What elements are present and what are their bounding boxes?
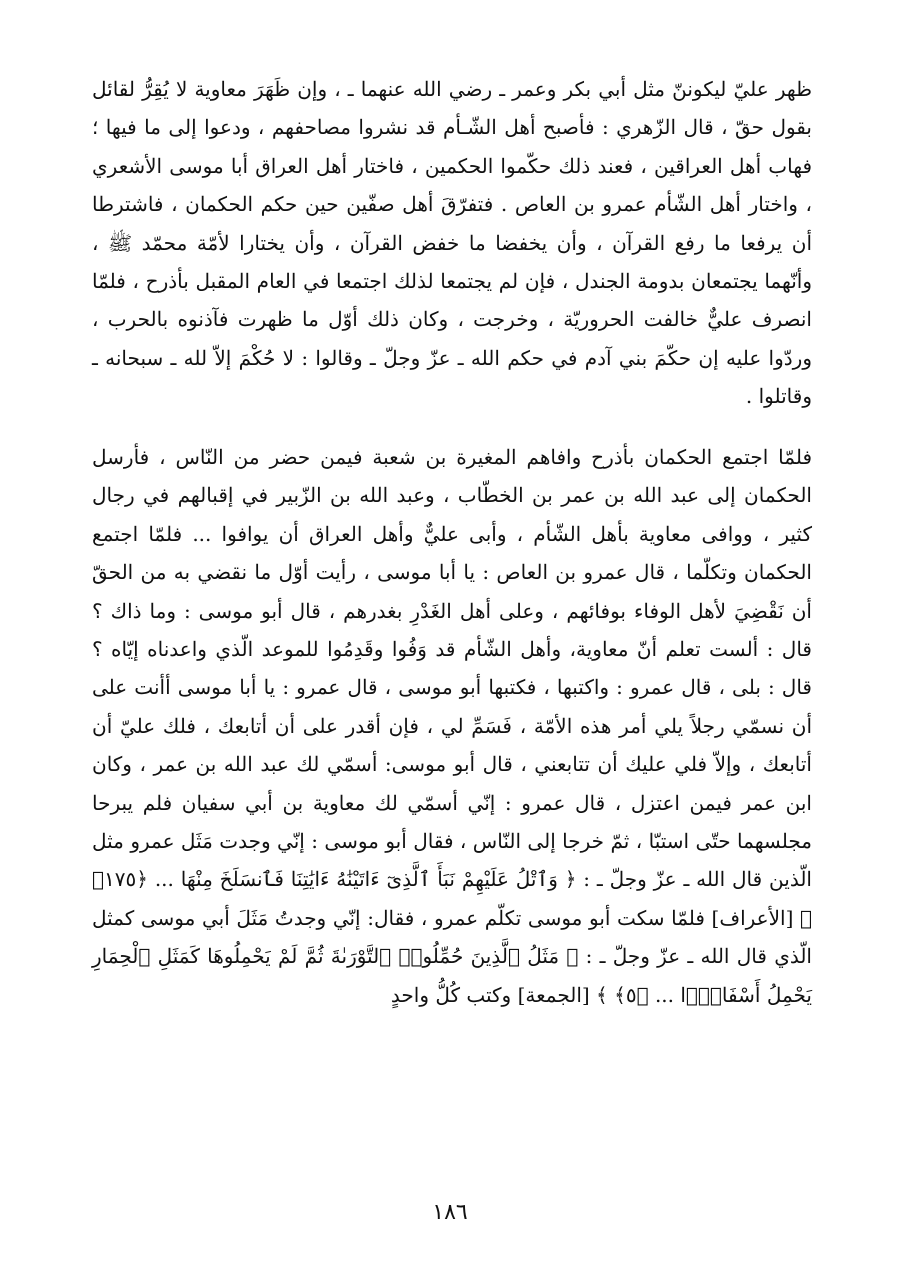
body-paragraph-2: فلمّا اجتمع الحكمان بأذرح وافاهم المغيرة بن شعبة فيمن حضر من النّاس ، فأرسل الحكمان إلى عبد الله بن عمر بن الخطّاب ، وعبد الله بن الزّبير في إقبالهم في رجال كثير ، ووافى معاوية بأهل الشّأم ، وأبى عليٌّ وأهل العراق أن يوافوا ... فلمّا اجتمع الحكمان وتكلّما ، قال عمرو بن العاص : يا أبا موسى ، رأيت أوّل ما نقضي به من الحقّ أن نَقْضِيَ لأهل الوفاء بوفائهم ، وعلى أهل الغَدْرِ بغدرهم ، قال أبو موسى : وما ذاك ؟ قال : ألست تعلم أنّ معاوية، وأهل الشّأم قد وَفُوا وقَدِمُوا للموعد الّذي واعدناه إيّاه ؟ قال : بلى ، قال عمرو : واكتبها ، فكتبها أبو موسى ، قال عمرو : يا أبا موسى أأنت على أن نسمّي رجلاً يلي أمر هذه الأمّة ، فَسَمِّ لي ، فإن أقدر على أن أتابعك ، فلك عليّ أن أتابعك ، وإلاّ فلي عليك أن تتابعني ، قال أبو موسى: أسمّي لك عبد الله بن عمر ، وكان ابن عمر فيمن اعتزل ، قال عمرو : إنّي أسمّي لك معاوية بن أبي سفيان فلم يبرحا مجلسهما حتّى استبّا ، ثمّ خرجا إلى النّاس ، فقال أبو موسى : إنّي وجدت مَثَل عمرو مثل الّذين قال الله ـ عزّ وجلّ ـ : ﴿ وَٱتْلُ عَلَيْهِمْ نَبَأَ ٱلَّذِىٓ ءَاتَيْنَٰهُ ءَايَٰتِنَا فَٱنسَلَخَ مِنْهَا ... ﴿١٧٥﴾ ﴾ [الأعراف] فلمّا سكت أبو موسى تكلّم عمرو ، فقال: إنّي وجدتُ مَثَلَ أبي موسى كمثل الّذي قال الله ـ عزّ وجلّ ـ : ﴿ مَثَلُ ٱلَّذِينَ حُمِّلُوا۟ ٱلتَّوْرَىٰةَ ثُمَّ لَمْ يَحْمِلُوهَا كَمَثَلِ ٱلْحِمَارِ يَحْمِلُ أَسْفَارًۢا ... ﴿٥﴾ ﴾ [الجمعة] وكتب كُلُّ واحدٍ (92, 445, 812, 1007)
body-paragraph-1: ظهر عليّ ليكوننّ مثل أبي بكر وعمر ـ رضي الله عنهما ـ ، وإن ظَهَرَ معاوية لا يُقِرُّ لقائل بقول حقّ ، قال الزّهري : فأصبح أهل الشّـأم قد نشروا مصاحفهم ، ودعوا إلى ما فيها ؛ فهاب أهل العراقين ، فعند ذلك حكّموا الحكمين ، فاختار أهل العراق أبا موسى الأشعري ، واختار أهل الشّأم عمرو بن العاص . فتفرّقَ أهل صفّين حين حكم الحكمان ، فاشترطا أن يرفعا ما رفع القرآن ، وأن يخفضا ما خفض القرآن ، وأن يختارا لأمّة محمّد ﷺ ، وأنّهما يجتمعان بدومة الجندل ، فإن لم يجتمعا لذلك اجتمعا في العام المقبل بأذرح ، فلمّا انصرف عليٌّ خالفت الحروريّة ، وخرجت ، وكان ذلك أوّل ما ظهرت فآذنوه بالحرب ، وردّوا عليه إن حكّمَ بني آدم في حكم الله ـ عزّ وجلّ ـ وقالوا : لا حُكْمَ إلاّ لله ـ سبحانه ـ وقاتلوا . (92, 77, 812, 409)
page-number: ١٨٦ (432, 1200, 468, 1225)
